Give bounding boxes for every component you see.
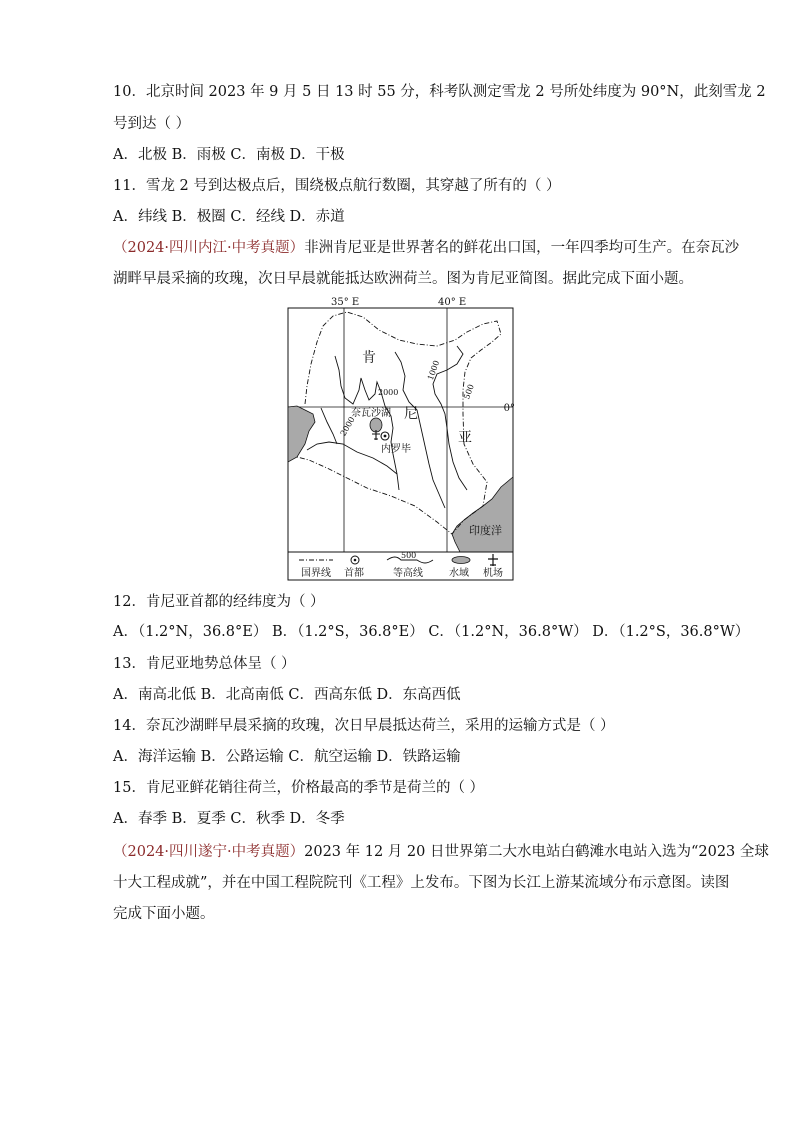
country-name-char-1: 肯 (362, 350, 376, 366)
q15-options: A．春季 B．夏季 C．秋季 D．冬季 (113, 811, 345, 827)
source-tag-2: （2024·四川遂宁·中考真题） (113, 844, 305, 860)
source-tag: （2024·四川内江·中考真题） (113, 240, 305, 256)
legend-capital-icon-dot (354, 559, 357, 562)
legend-border-label: 国界线 (301, 568, 331, 579)
intro2-text-line3: 完成下面小题。 (113, 906, 215, 922)
intro-text-line2: 湖畔早晨采摘的玫瑰，次日早晨就能抵达欧洲荷兰。图为肯尼亚简图。据此完成下面小题。 (113, 271, 693, 287)
legend-contour-value: 500 (401, 551, 417, 560)
longitude-label-40e: 40° E (438, 297, 467, 308)
legend-airport-label: 机场 (483, 568, 503, 579)
contour-label-1000: 1000 (425, 359, 442, 382)
intro2-text-line2: 十大工程成就”，并在中国工程院院刊《工程》上发布。下图为长江上游某流域分布示意图。读图 (113, 875, 730, 891)
q12-stem: 12．肯尼亚首都的经纬度为（ ） (113, 594, 325, 610)
q10-stem-line1: 10．北京时间 2023 年 9 月 5 日 13 时 55 分，科考队测定雪龙 2 号所处纬度为 90°N，此刻雪龙 2 (113, 84, 766, 100)
intro2-text: 2023 年 12 月 20 日世界第二大水电站白鹤滩水电站入选为“2023 全球 (304, 844, 769, 860)
intro-text: 非洲肯尼亚是世界著名的鲜花出口国，一年四季均可生产。在奈瓦沙 (304, 240, 740, 256)
latitude-label-0: 0° (503, 403, 515, 414)
q11-stem: 11．雪龙 2 号到达极点后，围绕极点航行数圈，其穿越了所有的（ ） (113, 178, 561, 194)
q14-stem: 14．奈瓦沙湖畔早晨采摘的玫瑰，次日早晨抵达荷兰，采用的运输方式是（ ） (113, 718, 615, 734)
lake-naivasha-label: 奈瓦沙湖 (351, 408, 391, 419)
country-name-char-3: 亚 (458, 430, 472, 446)
q10-options: A．北极 B．雨极 C．南极 D．干极 (113, 147, 345, 163)
country-name-char-2: 尼 (404, 406, 418, 422)
q13-stem: 13．肯尼亚地势总体呈（ ） (113, 656, 296, 672)
kenya-map (287, 294, 515, 582)
legend-capital-label: 首都 (344, 568, 364, 579)
q14-options: A．海洋运输 B．公路运输 C．航空运输 D．铁路运输 (113, 749, 461, 765)
q13-options: A．南高北低 B．北高南低 C．西高东低 D．东高西低 (113, 687, 461, 703)
contour-label-2000: 2000 (378, 388, 399, 397)
q15-stem: 15．肯尼亚鲜花销往荷兰，价格最高的季节是荷兰的（ ） (113, 780, 485, 796)
q12-options: A．（1.2°N，36.8°E） B．（1.2°S，36.8°E） C．（1.2°N，36.8°W） D．（1.2°S，36.8°W） (113, 624, 750, 640)
contour-label-500: 500 (462, 383, 476, 401)
contour-label-2000-b: 2000 (338, 415, 357, 438)
legend-water-label: 水域 (449, 568, 469, 579)
legend-contour-label: 等高线 (393, 568, 423, 579)
lake-naivasha (370, 418, 382, 432)
q11-options: A．纬线 B．极圈 C．经线 D．赤道 (113, 209, 345, 225)
capital-label: 内罗毕 (381, 444, 411, 455)
longitude-label-35e: 35° E (331, 297, 360, 308)
ocean-label: 印度洋 (469, 524, 502, 537)
capital-symbol-dot (384, 435, 387, 438)
q10-stem-line2: 号到达（ ） (113, 116, 191, 132)
legend-water-swatch (452, 557, 470, 564)
